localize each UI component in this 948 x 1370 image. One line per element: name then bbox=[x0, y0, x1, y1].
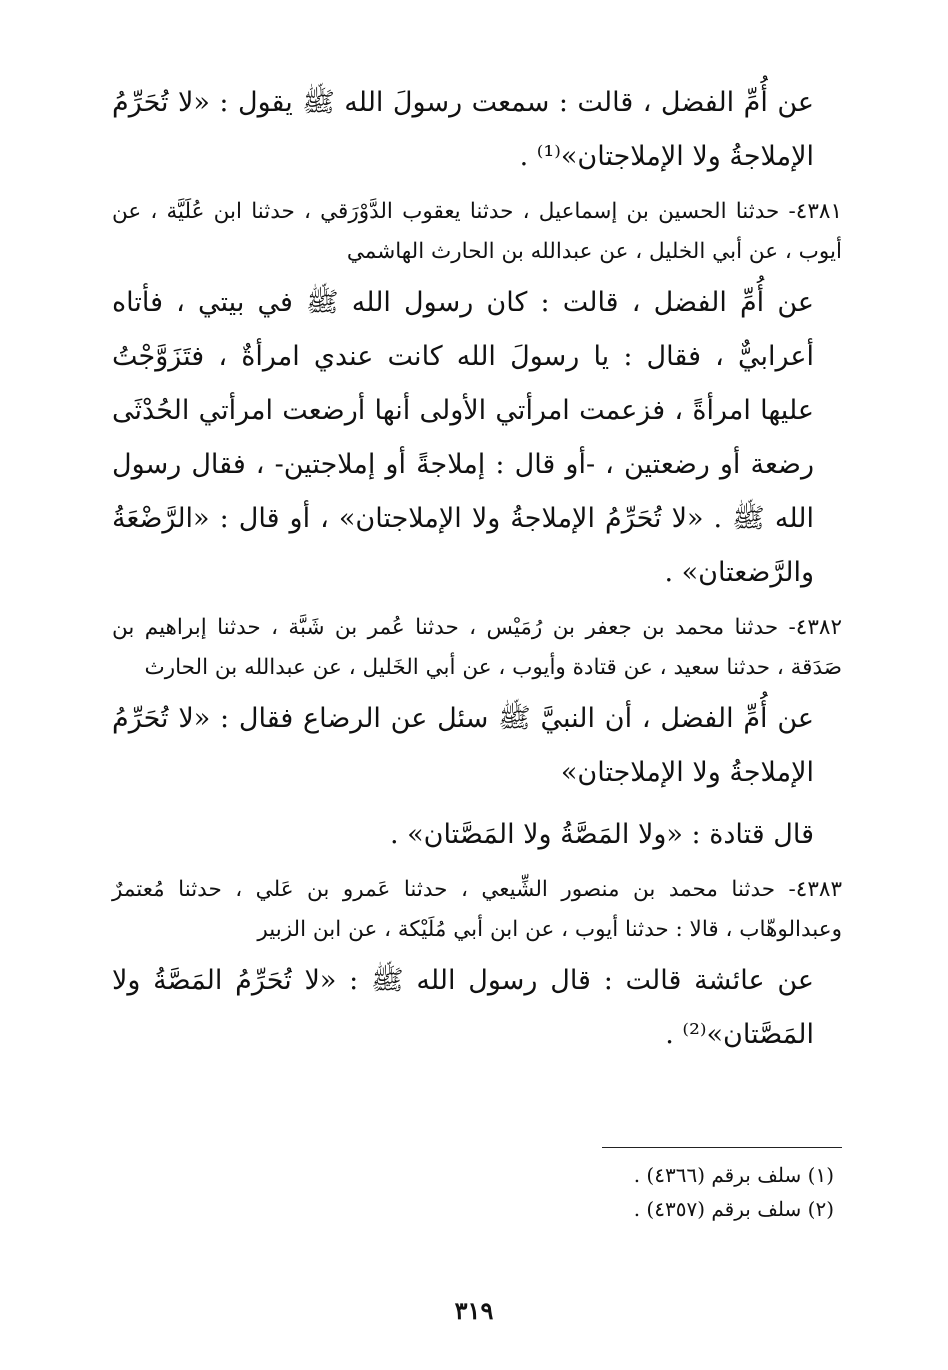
page-number: ٣١٩ bbox=[454, 1296, 494, 1325]
hadith-text: عن أُمِّ الفضل ، قالت : سمعت رسولَ الله ﷺ يقول : «لا تُحَرِّمُ الإملاجةُ ولا الإملاجتان»⁽¹⁾ . bbox=[112, 87, 814, 172]
chain-of-narration: ٤٣٨١- حدثنا الحسين بن إسماعيل ، حدثنا يعقوب الدَّوْرَقي ، حدثنا ابن عُلَيَّة ، عن أيوب ، عن أبي الخليل ، عن عبدالله بن الحارث الهاشمي bbox=[112, 199, 842, 264]
main-text bbox=[112, 76, 842, 1062]
hadith-text: عن أُمِّ الفضل ، أن النبيَّ ﷺ سئل عن الرضاع فقال : «لا تُحَرِّمُ الإملاجةُ ولا الإملاجتان» bbox=[112, 703, 814, 788]
chain-of-narration: ٤٣٨٢- حدثنا محمد بن جعفر بن رُمَيْس ، حدثنا عُمر بن شَبَّة ، حدثنا إبراهيم بن صَدَقة ، حدثنا سعيد ، عن قتادة وأيوب ، عن أبي الخَليل ، عن عبدالله بن الحارث bbox=[112, 615, 842, 680]
footnotes bbox=[634, 1158, 834, 1226]
footnote: (٢) سلف برقم (٤٣٥٧) . bbox=[633, 1197, 834, 1221]
hadith-text: عن عائشة قالت : قال رسول الله ﷺ : «لا تُحَرِّمُ المَصَّةُ ولا المَصَّتان»⁽²⁾ . bbox=[112, 965, 814, 1050]
hadith-text: عن أُمِّ الفضل ، قالت : كان رسول الله ﷺ في بيتي ، فأتاه أعرابيٌّ ، فقال : يا رسولَ الله كانت عندي امرأةٌ ، فتَزَوَّجْتُ عليها امرأةً ، فزعمت امرأتي الأولى أنها أرضعت امرأتي الحُدْثَى رضعة أو رضعتين ، -أو قال : إملاجةً أو إملاجتين- ، فقال رسول الله ﷺ . «لا تُحَرِّمُ الإملاجةُ ولا الإملاجتان» ، أو قال : «الرَّضْعَةُ والرَّضعتان» . bbox=[112, 287, 814, 588]
footnote: (١) سلف برقم (٤٣٦٦) . bbox=[633, 1163, 834, 1187]
narrator-comment: قال قتادة : «ولا المَصَّةُ ولا المَصَّتان» . bbox=[389, 819, 814, 850]
footnote-divider bbox=[602, 1147, 842, 1148]
chain-of-narration: ٤٣٨٣- حدثنا محمد بن منصور الشِّيعي ، حدثنا عَمرو بن عَلي ، حدثنا مُعتمرٌ وعبدالوهّاب ، قالا : حدثنا أيوب ، عن ابن أبي مُلَيْكة ، عن ابن الزبير bbox=[112, 877, 842, 942]
